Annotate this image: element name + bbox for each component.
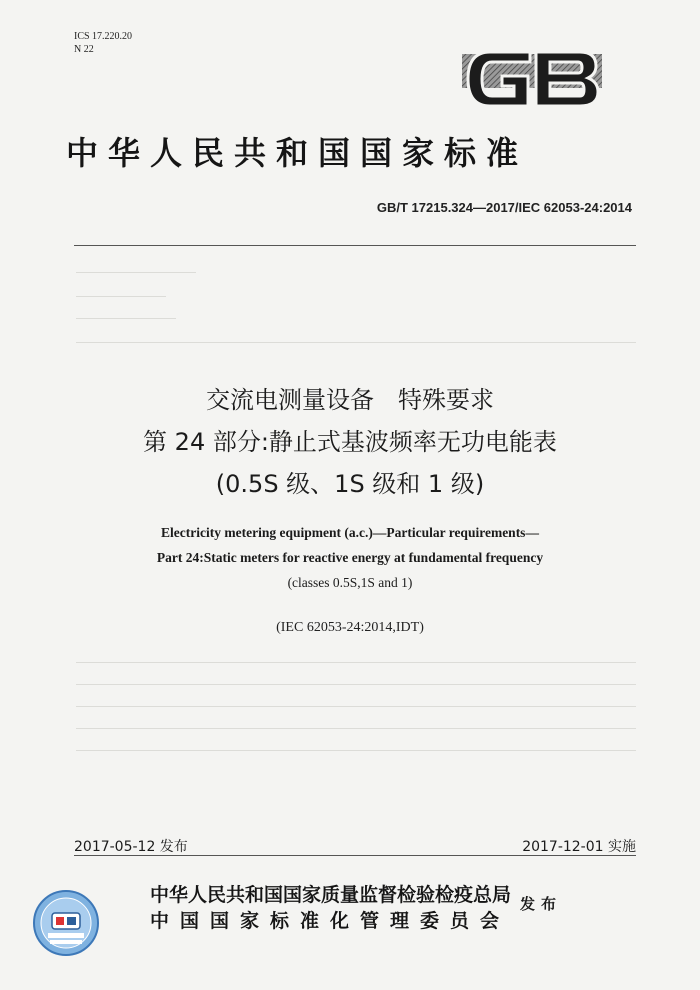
chinese-title-line-1: 交流电测量设备 特殊要求 [206,386,494,414]
english-title-line-1: Electricity metering equipment (a.c.)—Particular requirements— [161,525,539,540]
english-title-line-2: Part 24:Static meters for reactive energy at fundamental frequency [156,550,544,565]
english-title-line-3: (classes 0.5S,1S and 1) [287,575,413,590]
issuer-line-1: 中华人民共和国国家质量监督检验检疫总局 [150,884,512,906]
standard-number: GB/T 17215.324—2017/IEC 62053-24:2014 [376,200,632,215]
issuer-line-2: 中国国家标准化管理委员会 [150,910,511,932]
show-through-line [76,684,636,685]
issue-word: 发布 [520,895,563,913]
classification-codes [74,30,132,56]
ics-code: ICS 17.220.20 [74,31,133,42]
show-through-line [76,728,636,729]
publish-date: 2017-05-12 发布 [74,839,188,855]
show-through-line [76,750,636,751]
show-through-line [76,296,166,297]
gb-logo-icon [462,46,602,112]
chinese-title-line-3: (0.5S 级、1S 级和 1 级) [215,470,485,498]
show-through-line [76,706,636,707]
show-through-line [76,662,636,663]
bottom-divider [74,855,636,856]
chinese-title-line-2: 第 24 部分:静止式基波频率无功电能表 [143,428,557,456]
show-through-line [76,272,196,273]
top-divider [74,245,636,246]
show-through-line [76,318,176,319]
implement-date: 2017-12-01 实施 [522,839,636,855]
ccs-code: N 22 [74,44,94,55]
anti-counterfeit-seal-icon [32,889,100,957]
show-through-line [76,342,636,343]
national-standard-title: 中华人民共和国国家标准 [66,134,529,172]
equivalence-note: (IEC 62053-24:2014,IDT) [276,620,424,635]
